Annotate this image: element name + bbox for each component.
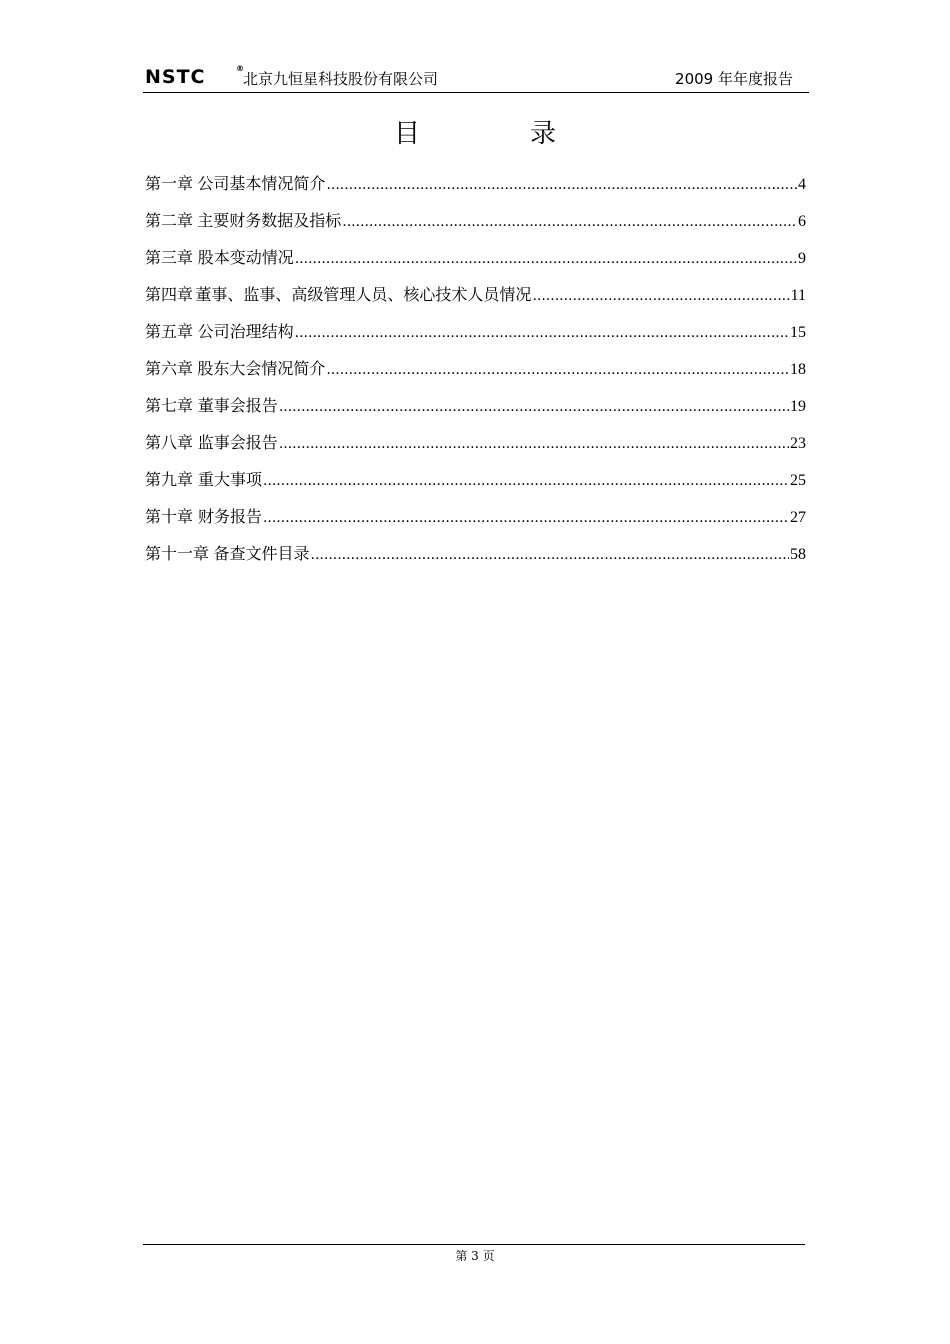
toc-leader xyxy=(263,467,789,495)
toc-page-number: 27 xyxy=(790,509,806,526)
toc-page-number: 6 xyxy=(798,213,806,230)
toc-entry[interactable] xyxy=(145,429,806,466)
toc-title-text: 股东大会情况简介 xyxy=(197,359,326,378)
registered-mark: ® xyxy=(236,64,244,73)
toc-page-number: 25 xyxy=(790,472,806,489)
toc-leader xyxy=(326,171,797,199)
toc-title-text: 监事会报告 xyxy=(197,433,278,452)
footer-divider xyxy=(143,1244,805,1245)
toc-leader xyxy=(279,393,789,421)
toc-page-number: 19 xyxy=(790,398,806,415)
table-of-contents xyxy=(145,170,806,577)
toc-page-number: 23 xyxy=(790,435,806,452)
toc-page-number: 9 xyxy=(798,250,806,267)
toc-page-number: 11 xyxy=(790,287,806,304)
toc-title-text: 董事、监事、高级管理人员、核心技术人员情况 xyxy=(195,285,532,304)
toc-leader xyxy=(326,356,789,384)
toc-page-number: 18 xyxy=(790,361,806,378)
toc-leader xyxy=(311,541,789,569)
toc-entry[interactable] xyxy=(145,503,806,540)
toc-entry[interactable] xyxy=(145,281,806,318)
toc-chapter: 第五章 xyxy=(145,322,194,341)
toc-chapter: 第八章 xyxy=(145,433,194,452)
toc-title-text: 财务报告 xyxy=(197,507,262,526)
toc-entry[interactable] xyxy=(145,244,806,281)
toc-page-number: 58 xyxy=(790,546,806,563)
toc-chapter: 第六章 xyxy=(145,359,194,378)
toc-title-text: 公司治理结构 xyxy=(197,322,294,341)
toc-chapter: 第四章 xyxy=(145,285,194,304)
report-name: 2009 年年度报告 xyxy=(675,70,793,88)
toc-leader xyxy=(532,282,789,310)
toc-title-text: 董事会报告 xyxy=(197,396,278,415)
toc-entry[interactable] xyxy=(145,318,806,355)
toc-chapter: 第十一章 xyxy=(145,544,210,563)
toc-title-text: 公司基本情况简介 xyxy=(197,174,326,193)
toc-chapter: 第七章 xyxy=(145,396,194,415)
toc-entry[interactable] xyxy=(145,392,806,429)
toc-leader xyxy=(279,430,789,458)
page-number-footer: 第 3 页 xyxy=(455,1249,495,1263)
toc-title-text: 重大事项 xyxy=(197,470,262,489)
toc-leader xyxy=(342,208,797,236)
toc-entry[interactable] xyxy=(145,170,806,207)
toc-title-text: 备查文件目录 xyxy=(213,544,310,563)
toc-chapter: 第三章 xyxy=(145,248,194,267)
toc-chapter: 第十章 xyxy=(145,507,194,526)
toc-entry[interactable] xyxy=(145,540,806,577)
toc-leader xyxy=(263,504,789,532)
toc-chapter: 第一章 xyxy=(145,174,194,193)
nstc-logo: NSTC xyxy=(145,66,206,88)
toc-title-text: 股本变动情况 xyxy=(197,248,294,267)
toc-page-number: 4 xyxy=(798,176,806,193)
toc-entry[interactable] xyxy=(145,355,806,392)
toc-title: 目录 xyxy=(393,119,666,149)
toc-page-number: 15 xyxy=(790,324,806,341)
toc-chapter: 第二章 xyxy=(145,211,194,230)
toc-chapter: 第九章 xyxy=(145,470,194,489)
company-name: 北京九恒星科技股份有限公司 xyxy=(243,70,439,88)
toc-entry[interactable] xyxy=(145,207,806,244)
toc-entry[interactable] xyxy=(145,466,806,503)
toc-leader xyxy=(295,245,797,273)
page-header xyxy=(143,64,809,93)
toc-leader xyxy=(295,319,789,347)
toc-title-text: 主要财务数据及指标 xyxy=(197,211,342,230)
